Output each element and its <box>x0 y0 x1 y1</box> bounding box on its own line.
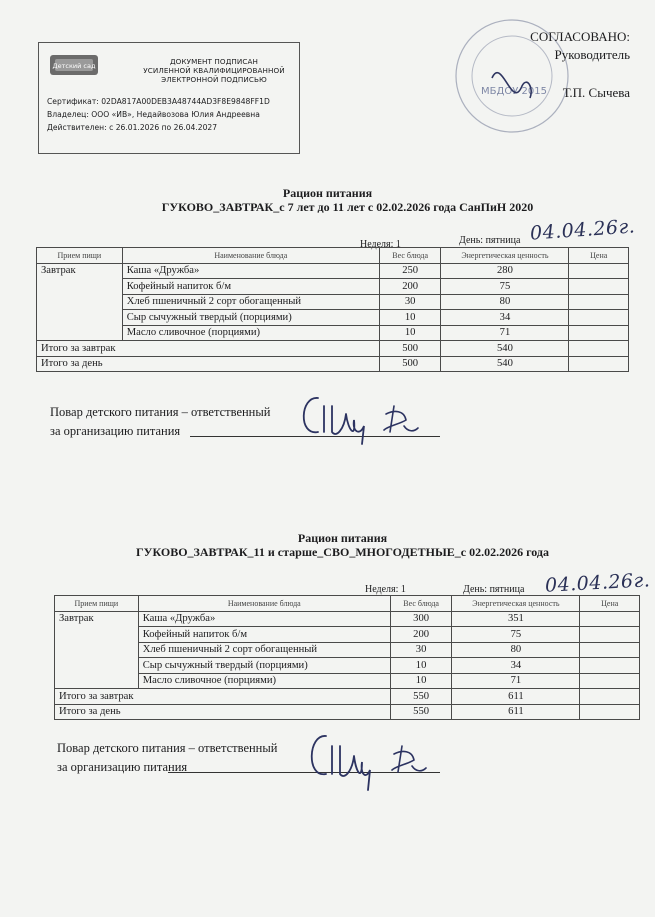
table-row <box>55 627 640 643</box>
signature-details <box>47 95 270 134</box>
total-weight: 550 <box>390 689 452 705</box>
table-row <box>55 658 640 674</box>
certificate-number: Сертификат: 02DA817A00DEB3A48744AD3F8E9848FF1D <box>47 97 270 106</box>
handwritten-signature <box>300 722 440 792</box>
week-label: Неделя: 1 <box>365 584 406 595</box>
menu-subtitle: ГУКОВО_ЗАВТРАК_11 и старше_СВО_МНОГОДЕТНЫЕ_с 02.02.2026 года <box>136 545 549 559</box>
menu-table <box>54 595 640 720</box>
total-weight: 550 <box>390 704 452 720</box>
dish-cell: Кофейный напиток б/м <box>122 279 379 295</box>
cook-line-2: за организацию питания <box>50 424 181 438</box>
energy-cell: 71 <box>452 673 580 689</box>
price-cell <box>580 689 640 705</box>
table-row <box>37 310 629 326</box>
total-weight: 500 <box>379 356 441 372</box>
total-energy: 540 <box>441 341 569 357</box>
table-row <box>55 611 640 627</box>
logo-text: Детский сад <box>52 62 96 70</box>
price-cell <box>580 642 640 658</box>
week-label: Неделя: 1 <box>360 239 401 250</box>
total-breakfast-row <box>55 689 640 705</box>
handwritten-date: 04.04.26г. <box>544 569 651 597</box>
table-header-row <box>37 248 629 264</box>
energy-cell: 75 <box>441 279 569 295</box>
electronic-signature-box <box>38 42 300 154</box>
cook-line-1: Повар детского питания – ответственный <box>50 405 271 419</box>
weight-cell: 300 <box>390 611 452 627</box>
weight-cell: 10 <box>390 673 452 689</box>
total-label: Итого за завтрак <box>37 341 380 357</box>
signature-title-line: ЭЛЕКТРОННОЙ ПОДПИСЬЮ <box>161 75 267 84</box>
meal-cell: Завтрак <box>55 611 139 689</box>
energy-cell: 71 <box>441 325 569 341</box>
day-label: День: пятница <box>463 584 525 595</box>
price-cell <box>569 263 629 279</box>
total-breakfast-row <box>37 341 629 357</box>
energy-cell: 80 <box>441 294 569 310</box>
certificate-owner: Владелец: ООО «ИВ», Недайвозова Юлия Андреевна <box>47 110 260 119</box>
table-row <box>37 325 629 341</box>
price-cell <box>569 279 629 295</box>
table-row <box>37 263 629 279</box>
total-energy: 611 <box>452 704 580 720</box>
approval-name: Т.П. Сычева <box>562 85 630 100</box>
dish-cell: Сыр сычужный твердый (порциями) <box>138 658 390 674</box>
price-cell <box>569 294 629 310</box>
energy-cell: 351 <box>452 611 580 627</box>
total-label: Итого за день <box>37 356 380 372</box>
dish-cell: Каша «Дружба» <box>138 611 390 627</box>
total-energy: 540 <box>441 356 569 372</box>
menu-subtitle: ГУКОВО_ЗАВТРАК_с 7 лет до 11 лет с 02.02.2026 года СанПиН 2020 <box>161 200 534 214</box>
kindergarten-logo <box>49 51 99 79</box>
header-energy: Энергетическая ценность <box>452 596 580 612</box>
weight-cell: 250 <box>379 263 441 279</box>
header-weight: Вес блюда <box>390 596 452 612</box>
approval-agreed: СОГЛАСОВАНО: <box>530 29 630 44</box>
handwritten-date: 04.04.26г. <box>529 215 636 245</box>
table-row <box>55 642 640 658</box>
total-energy: 611 <box>452 689 580 705</box>
total-label: Итого за завтрак <box>55 689 391 705</box>
weight-cell: 30 <box>379 294 441 310</box>
price-cell <box>580 658 640 674</box>
dish-cell: Каша «Дружба» <box>122 263 379 279</box>
price-cell <box>580 611 640 627</box>
menu-title: Рацион питания <box>282 186 373 200</box>
energy-cell: 34 <box>452 658 580 674</box>
dish-cell: Масло сливочное (порциями) <box>138 673 390 689</box>
cook-line-1: Повар детского питания – ответственный <box>57 741 278 755</box>
total-day-row <box>37 356 629 372</box>
day-label: День: пятница <box>459 235 521 246</box>
weight-cell: 30 <box>390 642 452 658</box>
header-meal: Прием пищи <box>55 596 139 612</box>
stamp-text: МБДОУ 2015 <box>481 86 547 97</box>
cook-line-2: за организацию питания <box>57 760 188 774</box>
table-row <box>37 279 629 295</box>
dish-cell: Масло сливочное (порциями) <box>122 325 379 341</box>
energy-cell: 75 <box>452 627 580 643</box>
price-cell <box>569 341 629 357</box>
signature-title <box>119 57 309 84</box>
total-weight: 500 <box>379 341 441 357</box>
table-row <box>55 673 640 689</box>
handwritten-signature <box>290 386 430 446</box>
energy-cell: 80 <box>452 642 580 658</box>
energy-cell: 34 <box>441 310 569 326</box>
header-weight: Вес блюда <box>379 248 441 264</box>
meal-cell: Завтрак <box>37 263 123 341</box>
price-cell <box>580 704 640 720</box>
header-meal: Прием пищи <box>37 248 123 264</box>
weight-cell: 10 <box>390 658 452 674</box>
table-header-row <box>55 596 640 612</box>
total-day-row <box>55 704 640 720</box>
price-cell <box>569 356 629 372</box>
price-cell <box>580 673 640 689</box>
total-label: Итого за день <box>55 704 391 720</box>
header-energy: Энергетическая ценность <box>441 248 569 264</box>
signature-title-line: УСИЛЕННОЙ КВАЛИФИЦИРОВАННОЙ <box>143 66 285 75</box>
signature-title-line: ДОКУМЕНТ ПОДПИСАН <box>169 57 259 66</box>
price-cell <box>580 627 640 643</box>
header-price: Цена <box>569 248 629 264</box>
price-cell <box>569 310 629 326</box>
header-dish: Наименование блюда <box>122 248 379 264</box>
menu-table <box>36 247 629 372</box>
header-dish: Наименование блюда <box>138 596 390 612</box>
certificate-validity: Действителен: с 26.01.2026 по 26.04.2027 <box>47 123 218 132</box>
weight-cell: 10 <box>379 325 441 341</box>
approval-role: Руководитель <box>554 47 630 62</box>
dish-cell: Сыр сычужный твердый (порциями) <box>122 310 379 326</box>
dish-cell: Хлеб пшеничный 2 сорт обогащенный <box>138 642 390 658</box>
weight-cell: 200 <box>390 627 452 643</box>
dish-cell: Хлеб пшеничный 2 сорт обогащенный <box>122 294 379 310</box>
dish-cell: Кофейный напиток б/м <box>138 627 390 643</box>
weight-cell: 200 <box>379 279 441 295</box>
table-row <box>37 294 629 310</box>
price-cell <box>569 325 629 341</box>
weight-cell: 10 <box>379 310 441 326</box>
header-price: Цена <box>580 596 640 612</box>
menu-title: Рацион питания <box>297 531 388 545</box>
energy-cell: 280 <box>441 263 569 279</box>
